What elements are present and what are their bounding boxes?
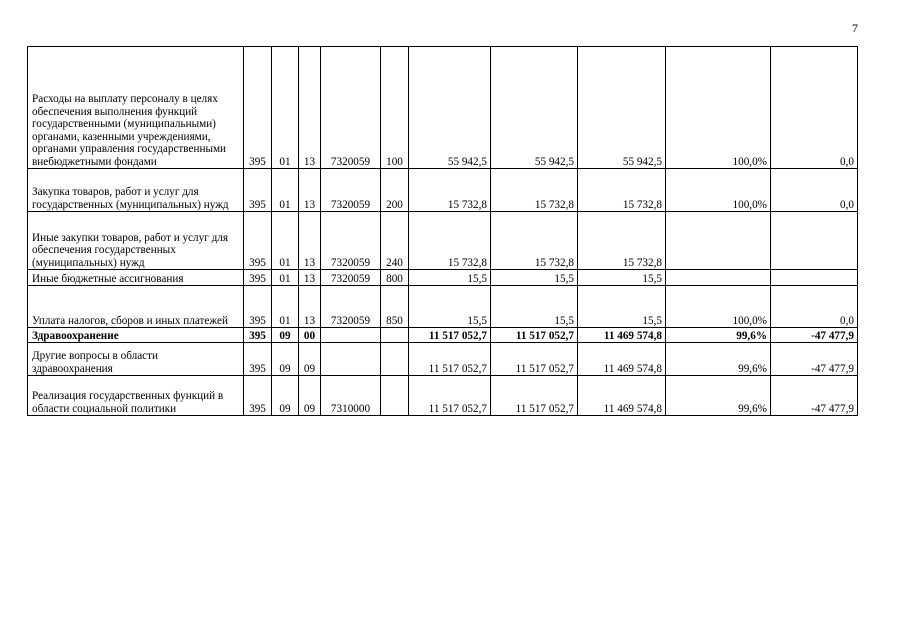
amount-adjusted: 11 517 052,7 — [491, 343, 578, 376]
row-name: Реализация государственных функций в области социальной политики — [28, 376, 244, 416]
execution-percent: 100,0% — [666, 286, 771, 328]
row-name: Здравоохранение — [28, 328, 244, 343]
rz-code: 01 — [272, 169, 299, 212]
vr-code: 200 — [381, 169, 409, 212]
amount-plan: 11 517 052,7 — [409, 376, 491, 416]
gr-code: 395 — [244, 376, 272, 416]
amount-adjusted: 15 732,8 — [491, 212, 578, 270]
amount-executed: 15,5 — [578, 270, 666, 286]
table-row — [28, 328, 858, 343]
gr-code: 395 — [244, 169, 272, 212]
amount-executed: 11 469 574,8 — [578, 343, 666, 376]
gr-code: 395 — [244, 47, 272, 169]
vr-code — [381, 328, 409, 343]
deviation: 0,0 — [771, 47, 858, 169]
pr-code: 13 — [299, 270, 321, 286]
table-row — [28, 376, 858, 416]
row-name: Другие вопросы в области здравоохранения — [28, 343, 244, 376]
amount-plan: 15,5 — [409, 286, 491, 328]
pr-code: 09 — [299, 343, 321, 376]
execution-percent: 100,0% — [666, 169, 771, 212]
csr-code: 7320059 — [321, 212, 381, 270]
amount-plan: 15,5 — [409, 270, 491, 286]
execution-percent: 99,6% — [666, 343, 771, 376]
row-name: Уплата налогов, сборов и иных платежей — [28, 286, 244, 328]
gr-code: 395 — [244, 212, 272, 270]
amount-executed: 15,5 — [578, 286, 666, 328]
amount-executed: 55 942,5 — [578, 47, 666, 169]
csr-code: 7320059 — [321, 47, 381, 169]
amount-executed: 11 469 574,8 — [578, 376, 666, 416]
execution-percent: 100,0% — [666, 47, 771, 169]
vr-code — [381, 343, 409, 376]
amount-adjusted: 11 517 052,7 — [491, 328, 578, 343]
deviation: -47 477,9 — [771, 343, 858, 376]
csr-code — [321, 343, 381, 376]
amount-adjusted: 15,5 — [491, 286, 578, 328]
gr-code: 395 — [244, 286, 272, 328]
table-row — [28, 212, 858, 270]
csr-code — [321, 328, 381, 343]
gr-code: 395 — [244, 328, 272, 343]
amount-executed: 15 732,8 — [578, 169, 666, 212]
amount-adjusted: 15,5 — [491, 270, 578, 286]
pr-code: 13 — [299, 286, 321, 328]
row-name: Закупка товаров, работ и услуг для государственных (муниципальных) нужд — [28, 169, 244, 212]
vr-code: 240 — [381, 212, 409, 270]
execution-percent — [666, 270, 771, 286]
gr-code: 395 — [244, 270, 272, 286]
deviation: 0,0 — [771, 286, 858, 328]
deviation — [771, 212, 858, 270]
table-row — [28, 343, 858, 376]
rz-code: 09 — [272, 343, 299, 376]
gr-code: 395 — [244, 343, 272, 376]
csr-code: 7320059 — [321, 169, 381, 212]
table-row — [28, 270, 858, 286]
budget-table — [27, 46, 858, 416]
rz-code: 01 — [272, 47, 299, 169]
table-row — [28, 169, 858, 212]
rz-code: 01 — [272, 212, 299, 270]
pr-code: 13 — [299, 169, 321, 212]
amount-executed: 15 732,8 — [578, 212, 666, 270]
amount-plan: 15 732,8 — [409, 169, 491, 212]
csr-code: 7320059 — [321, 286, 381, 328]
vr-code: 100 — [381, 47, 409, 169]
amount-plan: 11 517 052,7 — [409, 343, 491, 376]
vr-code: 850 — [381, 286, 409, 328]
amount-plan: 55 942,5 — [409, 47, 491, 169]
csr-code: 7310000 — [321, 376, 381, 416]
row-name: Расходы на выплату персоналу в целях обеспечения выполнения функций государственными (муниципальными) органами, казенными учреждениями, органами управления государственными внебюджетными фондами — [28, 47, 244, 169]
amount-adjusted: 15 732,8 — [491, 169, 578, 212]
rz-code: 01 — [272, 270, 299, 286]
amount-executed: 11 469 574,8 — [578, 328, 666, 343]
deviation: 0,0 — [771, 169, 858, 212]
deviation: -47 477,9 — [771, 376, 858, 416]
page-number: 7 — [852, 21, 858, 35]
execution-percent — [666, 212, 771, 270]
table-row — [28, 286, 858, 328]
amount-plan: 11 517 052,7 — [409, 328, 491, 343]
row-name: Иные закупки товаров, работ и услуг для обеспечения государственных (муниципальных) нужд — [28, 212, 244, 270]
execution-percent: 99,6% — [666, 328, 771, 343]
amount-adjusted: 11 517 052,7 — [491, 376, 578, 416]
rz-code: 09 — [272, 376, 299, 416]
table-row — [28, 47, 858, 169]
vr-code: 800 — [381, 270, 409, 286]
rz-code: 09 — [272, 328, 299, 343]
vr-code — [381, 376, 409, 416]
row-name: Иные бюджетные ассигнования — [28, 270, 244, 286]
csr-code: 7320059 — [321, 270, 381, 286]
deviation — [771, 270, 858, 286]
pr-code: 09 — [299, 376, 321, 416]
pr-code: 13 — [299, 212, 321, 270]
execution-percent: 99,6% — [666, 376, 771, 416]
pr-code: 00 — [299, 328, 321, 343]
pr-code: 13 — [299, 47, 321, 169]
deviation: -47 477,9 — [771, 328, 858, 343]
amount-adjusted: 55 942,5 — [491, 47, 578, 169]
rz-code: 01 — [272, 286, 299, 328]
amount-plan: 15 732,8 — [409, 212, 491, 270]
